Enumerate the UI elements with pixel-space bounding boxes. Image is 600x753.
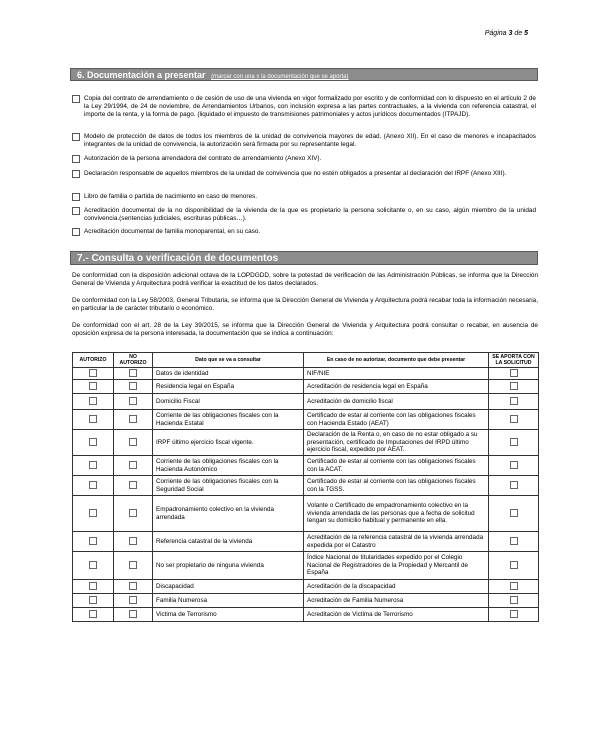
se-aporta-cell (489, 394, 539, 410)
doc-checkbox-declaracion-responsable[interactable] (72, 170, 80, 178)
no-autorizo-checkbox[interactable] (129, 582, 137, 590)
documento-cell: Acreditación de la discapacidad (304, 580, 489, 594)
no-autorizo-cell (114, 380, 153, 394)
se-aporta-cell (489, 532, 539, 552)
autorizo-cell (73, 368, 114, 380)
doc-item-text: Acreditación documental de familia monoparental, en su caso. (84, 228, 261, 235)
autorizo-cell (73, 410, 114, 430)
doc-item-declaracion-responsable (72, 170, 536, 178)
dato-cell: Domicilio Fiscal (153, 394, 304, 410)
dato-cell: Corriente de las obligaciones fiscales con la Seguridad Social (153, 476, 304, 496)
se-aporta-checkbox[interactable] (510, 610, 518, 618)
doc-checkbox-autorizacion-arrendadora[interactable] (72, 155, 80, 163)
se-aporta-checkbox[interactable] (510, 537, 518, 545)
page-label: Página (484, 30, 507, 37)
autorizo-checkbox[interactable] (89, 397, 97, 405)
table-row (73, 496, 539, 532)
documento-cell: Certificado de estar al corriente con las obligaciones fiscales con Hacienda Estado (AEAT) (304, 410, 489, 430)
se-aporta-checkbox[interactable] (510, 397, 518, 405)
documento-cell: Declaración de la Renta o, en caso de no estar obligado a su presentación, certificado de Imputaciones del IRPD último ejercicio fiscal, expedido por AEAT. (304, 430, 489, 456)
no-autorizo-cell (114, 476, 153, 496)
doc-item-no-disponibilidad (72, 207, 536, 223)
header-dato: Dato que se va a consultar (153, 353, 304, 368)
table-row (73, 594, 539, 608)
section-6-title: 6. Documentación a presentar (77, 70, 206, 80)
page-current: 3 (508, 30, 513, 37)
no-autorizo-checkbox[interactable] (129, 596, 137, 604)
no-autorizo-checkbox[interactable] (129, 415, 137, 423)
autorizo-checkbox[interactable] (89, 610, 97, 618)
doc-checkbox-no-disponibilidad[interactable] (72, 207, 80, 215)
se-aporta-cell (489, 380, 539, 394)
no-autorizo-cell (114, 394, 153, 410)
dato-cell: Referencia catastral de la vivienda (153, 532, 304, 552)
section-6-header (70, 68, 538, 81)
table-row (73, 368, 539, 380)
se-aporta-cell (489, 476, 539, 496)
documento-cell: Certificado de estar al corriente con las obligaciones fiscales con la ACAT. (304, 456, 489, 476)
autorizo-checkbox[interactable] (89, 369, 97, 377)
table-row (73, 430, 539, 456)
doc-item-text: Libro de familia o partida de nacimiento en caso de menores. (84, 193, 258, 200)
no-autorizo-checkbox[interactable] (129, 610, 137, 618)
dato-cell: Datos de identidad (153, 368, 304, 380)
doc-item-text: Copia del contrato de arrendamiento o de cesión de uso de una vivienda en vigor formalizado por escrito y de conformidad con lo dispuesto en el artículo 2 de la Ley 29/1994, de 24 de noviembre, de Arrendamientos Urbanos, con inclusión expresa a las partes contractuales, a la vivienda con referencia catastral, el importe de la renta, y la forma de pago. (liquidado el impuesto de transmisiones patrimoniales y actos jurídicos documentados (ITPAJD). (84, 95, 536, 118)
dato-cell: Corriente de las obligaciones fiscales con la Hacienda Autonómico (153, 456, 304, 476)
doc-item-text: Declaración responsable de aquellos miembros de la unidad de convivencia que no estén obligados a presentar al declaración del IRPF (Anexo XIII). (84, 170, 507, 177)
dato-cell: Familia Numerosa (153, 594, 304, 608)
section-7-title: 7.- Consulta o verificación de documentos (77, 253, 279, 264)
doc-item-text: Autorización de la persona arrendadora del contrato de arrendamiento (Anexo XIV). (84, 155, 322, 162)
no-autorizo-cell (114, 532, 153, 552)
autorizo-checkbox[interactable] (89, 415, 97, 423)
table-row (73, 580, 539, 594)
header-no-autorizo: NO AUTORIZO (114, 353, 153, 368)
autorizo-checkbox[interactable] (89, 596, 97, 604)
doc-item-monoparental (72, 228, 536, 236)
se-aporta-checkbox[interactable] (510, 509, 518, 517)
se-aporta-checkbox[interactable] (510, 461, 518, 469)
no-autorizo-cell (114, 594, 153, 608)
documento-cell: Índice Nacional de titularidades expedido por el Colegio Nacional de Registradores de la Propiedad y Mercantil de España (304, 552, 489, 580)
header-se-aporta: SE APORTA CON LA SOLICITUD (489, 353, 539, 368)
no-autorizo-checkbox[interactable] (129, 382, 137, 390)
header-autorizo: AUTORIZO (73, 353, 114, 368)
no-autorizo-checkbox[interactable] (129, 509, 137, 517)
se-aporta-checkbox[interactable] (510, 582, 518, 590)
table-row (73, 380, 539, 394)
documento-cell: Acreditación de Victima de Terrorismo (304, 608, 489, 622)
no-autorizo-cell (114, 410, 153, 430)
no-autorizo-cell (114, 552, 153, 580)
table-row (73, 410, 539, 430)
se-aporta-cell (489, 368, 539, 380)
se-aporta-checkbox[interactable] (510, 382, 518, 390)
section-7-paragraph: De conformidad con la Ley 58/2003, General Tributaria, se informa que la Dirección General de Vivienda y Arquitectura podrá recabar toda la información necesaria, en particular la de carácter tributario o económico. (72, 297, 538, 313)
autorizo-cell (73, 394, 114, 410)
consulta-table (72, 352, 539, 622)
se-aporta-checkbox[interactable] (510, 415, 518, 423)
no-autorizo-checkbox[interactable] (129, 537, 137, 545)
no-autorizo-cell (114, 496, 153, 532)
documento-cell: NIF/NIE (304, 368, 489, 380)
no-autorizo-checkbox[interactable] (129, 461, 137, 469)
no-autorizo-cell (114, 430, 153, 456)
no-autorizo-cell (114, 456, 153, 476)
doc-item-libro-familia (72, 193, 536, 201)
no-autorizo-checkbox[interactable] (129, 438, 137, 446)
se-aporta-cell (489, 430, 539, 456)
doc-item-contrato (72, 95, 536, 119)
no-autorizo-cell (114, 580, 153, 594)
dato-cell: IRPF último ejercicio fiscal vigente. (153, 430, 304, 456)
documento-cell: Certificado de estar al corriente con las obligaciones fiscales con la TGSS. (304, 476, 489, 496)
documento-cell: Acreditación de domicilio fiscal (304, 394, 489, 410)
se-aporta-cell (489, 456, 539, 476)
autorizo-checkbox[interactable] (89, 537, 97, 545)
dato-cell: Empadronamiento colectivo en la vivienda arrendada (153, 496, 304, 532)
no-autorizo-checkbox[interactable] (129, 481, 137, 489)
autorizo-checkbox[interactable] (89, 509, 97, 517)
autorizo-cell (73, 380, 114, 394)
autorizo-cell (73, 594, 114, 608)
page-total: 5 (524, 30, 528, 37)
autorizo-cell (73, 532, 114, 552)
autorizo-checkbox[interactable] (89, 582, 97, 590)
dato-cell: No ser propietario de ninguna vivienda (153, 552, 304, 580)
table-row (73, 608, 539, 622)
documento-cell: Acreditación de la referencia catastral de la vivienda arrendada expedida por el Catastro (304, 532, 489, 552)
dato-cell: Corriente de las obligaciones fiscales con la Hacienda Estatal (153, 410, 304, 430)
autorizo-cell (73, 552, 114, 580)
doc-item-text: Modelo de protección de datos de todos los miembros de la unidad de convivencia mayores de edad. (Anexo XII). En el caso de menores e incapacitados integrantes de la unidad de convivencia, la autorización será firmada por su representante legal. (84, 133, 536, 148)
se-aporta-checkbox[interactable] (510, 561, 518, 569)
no-autorizo-checkbox[interactable] (129, 369, 137, 377)
autorizo-checkbox[interactable] (89, 382, 97, 390)
table-row (73, 456, 539, 476)
se-aporta-cell (489, 608, 539, 622)
autorizo-cell (73, 456, 114, 476)
dato-cell: Residencia legal en España (153, 380, 304, 394)
autorizo-cell (73, 608, 114, 622)
dato-cell: Victima de Terrorismo (153, 608, 304, 622)
doc-checkbox-libro-familia[interactable] (72, 193, 80, 201)
autorizo-cell (73, 580, 114, 594)
page-sep: de (514, 30, 523, 37)
doc-item-text: Acreditación documental de la no disponibilidad de la vivienda de la que es propietario la persona solicitante o, en su caso, algún miembro de la unidad convivencia.(sentencias judiciales, escrituras públicas…). (84, 207, 536, 222)
se-aporta-checkbox[interactable] (510, 438, 518, 446)
documento-cell: Acreditación de residencia legal en España (304, 380, 489, 394)
no-autorizo-checkbox[interactable] (129, 561, 137, 569)
doc-checkbox-contrato[interactable] (72, 95, 80, 103)
se-aporta-cell (489, 580, 539, 594)
se-aporta-checkbox[interactable] (510, 481, 518, 489)
table-header-row (73, 353, 539, 368)
doc-checkbox-proteccion-datos[interactable] (72, 133, 80, 141)
autorizo-cell (73, 476, 114, 496)
header-documento: En caso de no autorizar, documento que debe presentar (304, 353, 489, 368)
autorizo-checkbox[interactable] (89, 561, 97, 569)
autorizo-checkbox[interactable] (89, 461, 97, 469)
section-7-header (70, 251, 538, 265)
section-7-paragraph: De conformidad con el art. 28 de la Ley 39/2015, se informa que la Dirección General de Vivienda y Arquitectura podrá consultar o recabar, en ausencia de oposición expresa de la persona interesada, la documentación que se indica a continuación: (72, 322, 538, 338)
no-autorizo-cell (114, 608, 153, 622)
doc-item-proteccion-datos (72, 133, 536, 149)
autorizo-cell (73, 496, 114, 532)
se-aporta-checkbox[interactable] (510, 369, 518, 377)
documento-cell: Volante o Certificado de empadronamiento colectivo en la vivienda arrendada de las personas que a fecha de solicitud tengan su domicilio habitual y permanente en ella. (304, 496, 489, 532)
table-row (73, 476, 539, 496)
table-row (73, 532, 539, 552)
dato-cell: Discapacidad (153, 580, 304, 594)
autorizo-checkbox[interactable] (89, 438, 97, 446)
se-aporta-cell (489, 552, 539, 580)
doc-item-autorizacion-arrendadora (72, 155, 536, 163)
no-autorizo-cell (114, 368, 153, 380)
page-number (485, 30, 528, 37)
autorizo-cell (73, 430, 114, 456)
se-aporta-cell (489, 496, 539, 532)
se-aporta-cell (489, 410, 539, 430)
documento-cell: Acreditación de Familia Numerosa (304, 594, 489, 608)
table-row (73, 394, 539, 410)
no-autorizo-checkbox[interactable] (129, 397, 137, 405)
se-aporta-checkbox[interactable] (510, 596, 518, 604)
se-aporta-cell (489, 594, 539, 608)
autorizo-checkbox[interactable] (89, 481, 97, 489)
section-6-note: (marcar con una x la documentación que se aporta) (211, 74, 349, 80)
table-row (73, 552, 539, 580)
doc-checkbox-monoparental[interactable] (72, 228, 80, 236)
section-7-paragraph: De conformidad con la disposición adicional octava de la LOPDGDD, sobre la potestad de verificación de las Administración Públicas, se informa que la Dirección General de Vivienda y Arquitectura podrá verificar la exactitud de los datos declarados. (72, 272, 538, 288)
